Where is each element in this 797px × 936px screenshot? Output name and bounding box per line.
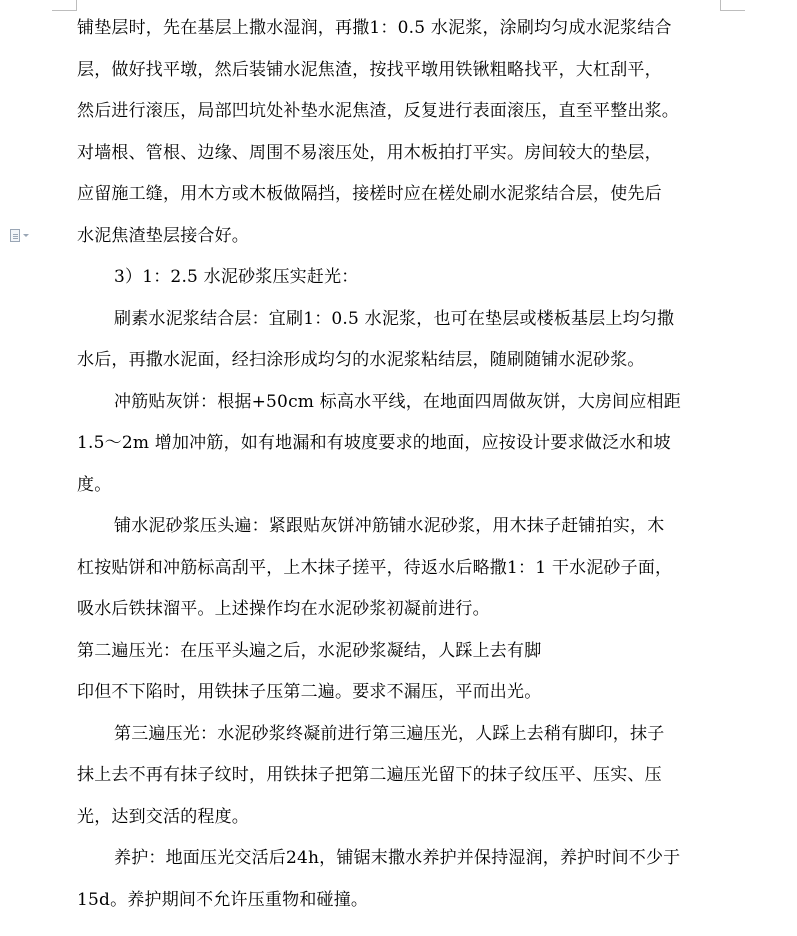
text-line: 吸水后铁抹溜平。上述操作均在水泥砂浆初凝前进行。: [77, 599, 490, 619]
document-icon: [10, 229, 20, 242]
document-body: [77, 8, 737, 921]
text-line: 水后，再撒水泥面，经扫涂形成均匀的水泥浆粘结层，随刷随铺水泥砂浆。: [77, 350, 645, 370]
page-corner-mark-left: [52, 0, 77, 11]
text-line: 3）1：2.5 水泥砂浆压实赶光：: [114, 267, 359, 287]
paragraph-options-icon[interactable]: [10, 227, 38, 243]
text-line: 层，做好找平墩，然后装铺水泥焦渣，按找平墩用铁锹粗略找平，大杠刮平，: [77, 59, 662, 80]
text-line: 然后进行滚压，局部凹坑处补垫水泥焦渣，反复进行表面滚压，直至平整出浆。: [77, 101, 679, 121]
text-line: 铺水泥砂浆压头遍：紧跟贴灰饼冲筋铺水泥砂浆，用木抹子赶铺拍实，木: [114, 516, 665, 536]
text-line: 水泥焦渣垫层接合好。: [77, 225, 249, 246]
text-line: 铺垫层时，先在基层上撒水湿润，再撒1：0.5 水泥浆，涂刷均匀成水泥浆结合: [77, 18, 672, 38]
text-line: 养护：地面压光交活后24h，铺锯末撒水养护并保持湿润，养护时间不少于: [114, 848, 681, 868]
chevron-down-icon: [23, 234, 29, 237]
text-line: 应留施工缝，用木方或木板做隔挡，接槎时应在槎处刷水泥浆结合层，使先后: [77, 184, 662, 204]
text-line: 度。: [77, 474, 112, 495]
text-line: 冲筋贴灰饼：根据+50cm 标高水平线，在地面四周做灰饼，大房间应相距: [114, 391, 681, 412]
text-line: 光，达到交活的程度。: [77, 806, 249, 827]
text-line: 15d。养护期间不允许压重物和碰撞。: [77, 889, 369, 910]
text-line: 刷素水泥浆结合层：宜刷1：0.5 水泥浆，也可在垫层或楼板基层上均匀撒: [114, 308, 675, 329]
text-line: 第二遍压光：在压平头遍之后，水泥砂浆凝结，人踩上去有脚: [77, 640, 542, 661]
text-line: 1.5～2m 增加冲筋，如有地漏和有坡度要求的地面，应按设计要求做泛水和坡: [77, 433, 671, 453]
text-line: 抹上去不再有抹子纹时，用铁抹子把第二遍压光留下的抹子纹压平、压实、压: [77, 765, 662, 785]
text-line: 对墙根、管根、边缘、周围不易滚压处，用木板拍打平实。房间较大的垫层，: [77, 142, 662, 163]
text-line: 印但不下陷时，用铁抹子压第二遍。要求不漏压，平而出光。: [77, 682, 542, 702]
text-line: 第三遍压光：水泥砂浆终凝前进行第三遍压光，人踩上去稍有脚印，抹子: [114, 723, 665, 744]
text-line: 杠按贴饼和冲筋标高刮平，上木抹子搓平，待返水后略撒1：1 干水泥砂子面，: [77, 557, 673, 578]
